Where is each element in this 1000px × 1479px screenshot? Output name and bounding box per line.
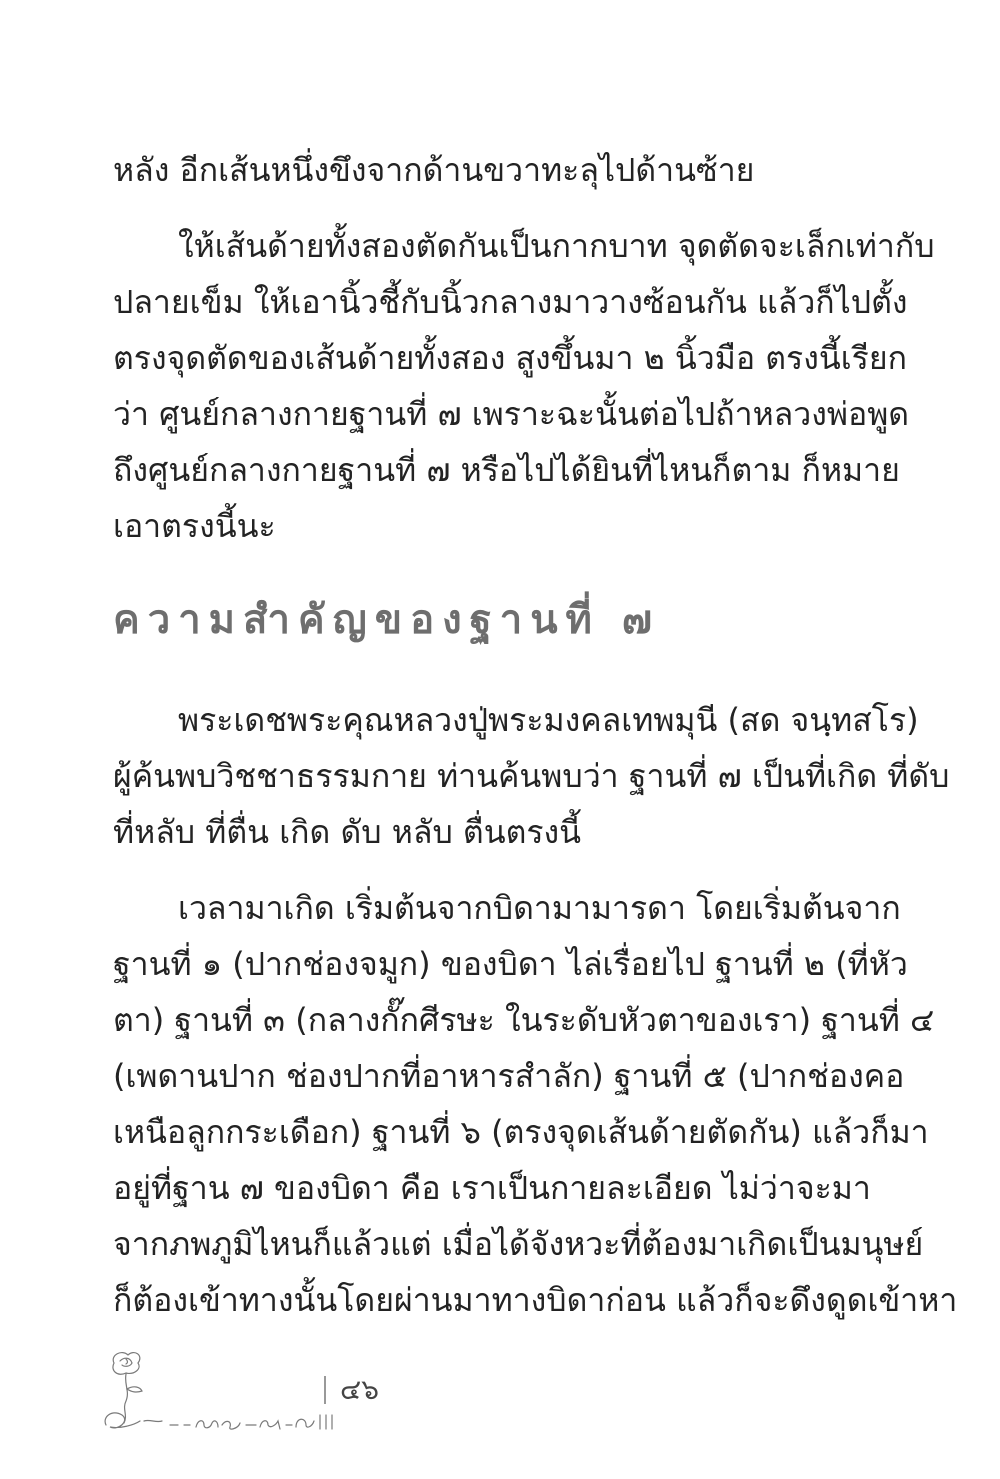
text-line: พระเดชพระคุณหลวงปู่พระมงคลเทพมุนี (สด จนฺทสโร)	[178, 701, 919, 739]
page-number: ๔๖	[340, 1373, 379, 1406]
text-line: ถึงศูนย์กลางกายฐานที่ ๗ หรือไปได้ยินที่ไหนก็ตาม ก็หมาย	[113, 451, 900, 489]
text-line: หลัง อีกเส้นหนึ่งขึงจากด้านขวาทะลุไปด้านซ้าย	[113, 151, 755, 189]
text-line: อยู่ที่ฐาน ๗ ของบิดา คือ เราเป็นกายละเอียด ไม่ว่าจะมา	[113, 1169, 871, 1207]
text-line: ฐานที่ ๑ (ปากช่องจมูก) ของบิดา ไล่เรื่อยไป ฐานที่ ๒ (ที่หัว	[113, 945, 908, 983]
text-line: ผู้ค้นพบวิชชาธรรมกาย ท่านค้นพบว่า ฐานที่ ๗ เป็นที่เกิด ที่ดับ	[113, 757, 950, 795]
text-line: ตรงจุดตัดของเส้นด้ายทั้งสอง สูงขึ้นมา ๒ นิ้วมือ ตรงนี้เรียก	[113, 339, 907, 377]
paragraph	[113, 880, 958, 1328]
text-line: เหนือลูกกระเดือก) ฐานที่ ๖ (ตรงจุดเส้นด้ายตัดกัน) แล้วก็มา	[113, 1113, 929, 1151]
section-heading: ความสำคัญของฐานที่ ๗	[113, 597, 660, 643]
text-line: (เพดานปาก ช่องปากที่อาหารสำลัก) ฐานที่ ๕ (ปากช่องคอ	[113, 1057, 905, 1095]
text-line: ปลายเข็ม ให้เอานิ้วชี้กับนิ้วกลางมาวางซ้อนกัน แล้วก็ไปตั้ง	[113, 283, 908, 321]
page-body	[113, 142, 958, 1328]
text-line: เอาตรงนี้นะ	[113, 507, 276, 545]
text-line: ว่า ศูนย์กลางกายฐานที่ ๗ เพราะฉะนั้นต่อไปถ้าหลวงพ่อพูด	[113, 395, 910, 433]
paragraph	[113, 692, 950, 860]
paragraph	[113, 142, 861, 198]
text-line: ตา) ฐานที่ ๓ (กลางกั๊กศีรษะ ในระดับหัวตาของเรา) ฐานที่ ๔	[113, 1001, 935, 1039]
text-line: ให้เส้นด้ายทั้งสองตัดกันเป็นกากบาท จุดตัดจะเล็กเท่ากับ	[178, 227, 935, 265]
text-line: ที่หลับ ที่ตื่น เกิด ดับ หลับ ตื่นตรงนี้	[113, 813, 582, 851]
text-line: ก็ต้องเข้าทางนั้นโดยผ่านมาทางบิดาก่อน แล้วก็จะดึงดูดเข้าหา	[113, 1281, 958, 1319]
footer-separator	[324, 1376, 326, 1404]
text-line: เวลามาเกิด เริ่มต้นจากบิดามามารดา โดยเริ่มต้นจาก	[178, 889, 901, 927]
paragraph	[113, 218, 935, 554]
text-line: จากภพภูมิไหนก็แล้วแต่ เมื่อได้จังหวะที่ต้องมาเกิดเป็นมนุษย์	[113, 1225, 924, 1263]
